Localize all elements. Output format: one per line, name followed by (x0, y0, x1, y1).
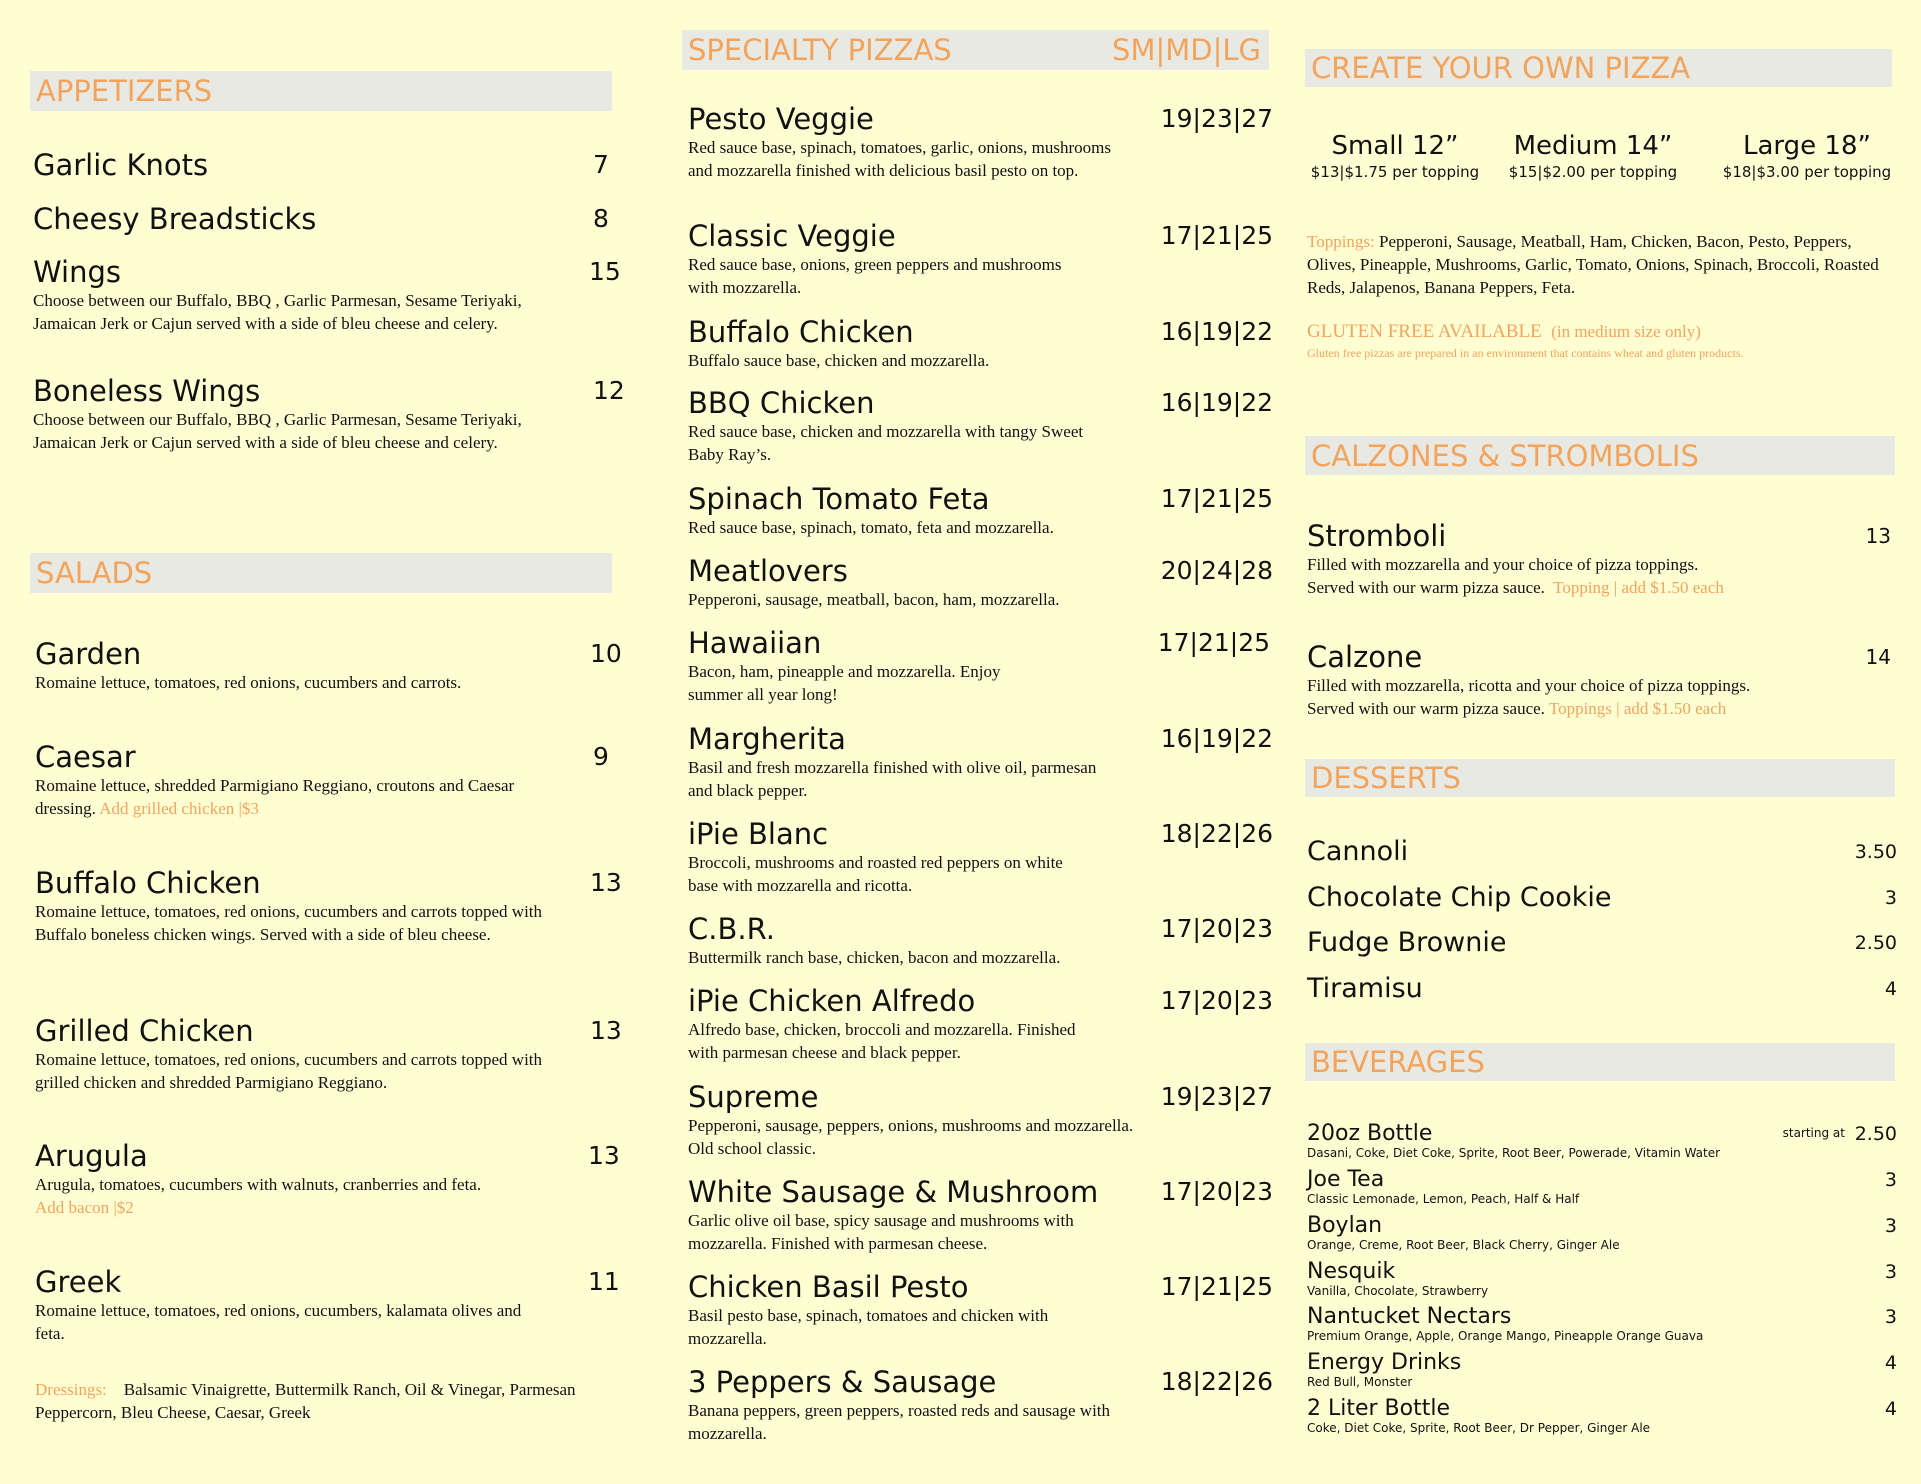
pizzas-header (682, 30, 1269, 70)
pizza-price: 19|23|27 (1160, 104, 1273, 133)
appetizer-item (33, 255, 623, 335)
beverage-name: Nesquik (1307, 1259, 1396, 1284)
pizza-name: iPie Blanc (688, 817, 829, 851)
dessert-item (1307, 972, 1897, 1006)
salad-name: Caesar (35, 740, 136, 774)
desserts-header (1305, 759, 1895, 797)
pizza-price: 17|21|25 (1157, 628, 1270, 657)
beverage-name: 2 Liter Bottle (1307, 1396, 1451, 1421)
salad-item (35, 866, 625, 946)
beverage-price: 3 (1884, 1215, 1897, 1237)
salad-item (35, 1265, 625, 1345)
pizza-name: C.B.R. (688, 912, 775, 946)
pizza-name: 3 Peppers & Sausage (688, 1365, 997, 1399)
pizzas-title: SPECIALTY PIZZAS (688, 33, 952, 67)
dessert-price: 2.50 (1854, 932, 1897, 954)
salad-name: Grilled Chicken (35, 1014, 254, 1048)
salad-price: 13 (588, 1141, 620, 1170)
dressings-list: Balsamic Vinaigrette, Buttermilk Ranch, Oil & Vinegar, Parmesan Peppercorn, Bleu Cheese, Caesar, Greek (35, 1380, 576, 1422)
salads-title: SALADS (36, 556, 153, 590)
cyo-size-price: $15|$2.00 per topping (1508, 163, 1678, 181)
cyo-size-label: Medium 14” (1513, 131, 1673, 161)
pizza-price: 17|21|25 (1160, 221, 1273, 250)
appetizer-name: Cheesy Breadsticks (33, 202, 317, 236)
calzone-addon: Toppings | add $1.50 each (1548, 699, 1727, 718)
calzone-desc-2: Served with our warm pizza sauce. (1307, 578, 1545, 597)
beverage-name: 20oz Bottle (1307, 1121, 1433, 1146)
pizza-desc: Pepperoni, sausage, peppers, onions, mushrooms and mozzarella. Old school classic. (688, 1116, 1134, 1158)
appetizer-item (33, 148, 623, 182)
calzone-desc: Filled with mozzarella and your choice of pizza toppings. (1307, 555, 1699, 574)
appetizer-desc: Choose between our Buffalo, BBQ , Garlic Parmesan, Sesame Teriyaki, Jamaican Jerk or Cajun served with a side of bleu cheese and celery. (33, 291, 522, 333)
pizza-name: BBQ Chicken (688, 386, 875, 420)
dessert-price: 3.50 (1854, 841, 1897, 863)
beverage-desc: Dasani, Coke, Diet Coke, Sprite, Root Beer, Powerade, Vitamin Water (1307, 1146, 1721, 1160)
calzone-item (1307, 640, 1891, 720)
pizza-item (688, 482, 1273, 539)
pizza-item (688, 219, 1273, 299)
pizza-desc: Pepperoni, sausage, meatball, bacon, ham, mozzarella. (688, 590, 1060, 609)
beverage-item (1307, 1260, 1897, 1298)
dessert-name: Chocolate Chip Cookie (1307, 882, 1612, 913)
dessert-item (1307, 881, 1897, 915)
pizza-desc: Garlic olive oil base, spicy sausage and mushrooms with mozzarella. Finished with parmesan cheese. (688, 1211, 1074, 1253)
gf-disclaimer: Gluten free pizzas are prepared in an environment that contains wheat and gluten products. (1307, 346, 1744, 360)
pizza-item (688, 1080, 1273, 1160)
toppings-label: Toppings: (1307, 232, 1375, 251)
pizza-name: Pesto Veggie (688, 102, 874, 136)
pizza-price: 17|20|23 (1160, 914, 1273, 943)
salad-name: Buffalo Chicken (35, 866, 261, 900)
salad-name: Garden (35, 637, 142, 671)
appetizer-name: Wings (33, 255, 121, 289)
pizza-item (688, 1175, 1273, 1255)
pizza-desc: Bacon, ham, pineapple and mozzarella. Enjoy summer all year long! (688, 662, 1001, 704)
pizza-name: Meatlovers (688, 554, 848, 588)
salad-price: 9 (593, 742, 609, 771)
appetizer-price: 8 (593, 204, 609, 233)
dressings-label: Dressings: (35, 1380, 107, 1399)
calzone-item (1307, 519, 1891, 599)
dessert-item (1307, 926, 1897, 960)
pizza-item (688, 722, 1273, 802)
calzones-header (1305, 436, 1895, 475)
beverage-desc: Orange, Creme, Root Beer, Black Cherry, Ginger Ale (1307, 1238, 1620, 1252)
salad-desc: Romaine lettuce, shredded Parmigiano Reggiano, croutons and Caesar dressing. (35, 776, 515, 818)
dressings (35, 1378, 605, 1424)
gf-title: GLUTEN FREE AVAILABLE (1307, 321, 1542, 342)
pizza-item (688, 102, 1273, 182)
appetizer-price: 7 (593, 150, 609, 179)
pizza-item (688, 315, 1273, 372)
beverage-desc: Classic Lemonade, Lemon, Peach, Half & Half (1307, 1192, 1580, 1206)
beverage-price: 4 (1884, 1398, 1897, 1420)
pizza-desc: Basil and fresh mozzarella finished with olive oil, parmesan and black pepper. (688, 758, 1097, 800)
pizza-desc: Buffalo sauce base, chicken and mozzarella. (688, 351, 990, 370)
pizza-price: 17|21|25 (1160, 1272, 1273, 1301)
beverage-item (1307, 1397, 1897, 1435)
pizza-price: 16|19|22 (1160, 317, 1273, 346)
pizza-price: 17|20|23 (1160, 986, 1273, 1015)
dessert-name: Fudge Brownie (1307, 927, 1507, 958)
beverage-desc: Red Bull, Monster (1307, 1375, 1413, 1389)
pizza-name: Chicken Basil Pesto (688, 1270, 969, 1304)
pizza-price: 17|21|25 (1160, 484, 1273, 513)
salad-addon: Add bacon |$2 (35, 1198, 134, 1217)
salad-item (35, 1139, 625, 1219)
salad-price: 13 (590, 868, 622, 897)
beverage-price: 2.50 (1854, 1123, 1897, 1145)
beverage-desc: Premium Orange, Apple, Orange Mango, Pineapple Orange Guava (1307, 1329, 1704, 1343)
calzone-desc-2: Served with our warm pizza sauce. (1307, 699, 1545, 718)
pizza-item (688, 626, 1273, 706)
pizza-name: iPie Chicken Alfredo (688, 984, 976, 1018)
pizza-price: 16|19|22 (1160, 724, 1273, 753)
pizzas-sizes: SM|MD|LG (1112, 33, 1261, 67)
salad-price: 10 (590, 639, 622, 668)
beverage-item (1307, 1168, 1897, 1206)
salad-desc: Romaine lettuce, tomatoes, red onions, cucumbers and carrots topped with grilled chicken and shredded Parmigiano Reggiano. (35, 1050, 543, 1092)
pizza-price: 19|23|27 (1160, 1082, 1273, 1111)
beverage-desc: Vanilla, Chocolate, Strawberry (1307, 1284, 1489, 1298)
toppings-list: Pepperoni, Sausage, Meatball, Ham, Chicken, Bacon, Pesto, Peppers, Olives, Pineapple, Mushrooms, Garlic, Tomato, Onions, Spinach, Broccoli, Roasted Reds, Jalapenos, Banana Peppers, Feta. (1307, 232, 1879, 297)
pizza-item (688, 1270, 1273, 1350)
appetizer-desc: Choose between our Buffalo, BBQ , Garlic Parmesan, Sesame Teriyaki, Jamaican Jerk or Cajun served with a side of bleu cheese and celery. (33, 410, 522, 452)
salad-desc: Romaine lettuce, tomatoes, red onions, cucumbers and carrots. (35, 673, 462, 692)
appetizer-item (33, 202, 623, 236)
pizza-item (688, 554, 1273, 611)
appetizer-name: Boneless Wings (33, 374, 261, 408)
salads-header (30, 553, 612, 593)
gluten-free (1307, 320, 1897, 362)
pizza-name: Supreme (688, 1080, 819, 1114)
salad-addon: Add grilled chicken |$3 (99, 799, 259, 818)
pizza-name: Spinach Tomato Feta (688, 482, 990, 516)
beverage-item (1307, 1214, 1897, 1252)
pizza-item (688, 386, 1273, 466)
cyo-size-small (1300, 130, 1490, 182)
pizza-price: 18|22|26 (1160, 819, 1273, 848)
calzone-name: Stromboli (1307, 519, 1447, 553)
starting-at-label: starting at (1782, 1126, 1845, 1140)
calzone-name: Calzone (1307, 640, 1423, 674)
appetizer-price: 15 (589, 257, 621, 286)
pizza-item (688, 912, 1273, 969)
appetizer-item (33, 374, 623, 454)
calzone-addon: Topping | add $1.50 each (1553, 578, 1724, 597)
cyo-size-medium (1498, 130, 1688, 182)
pizza-price: 16|19|22 (1160, 388, 1273, 417)
appetizers-header (30, 71, 612, 111)
dessert-price: 4 (1884, 978, 1897, 1000)
salad-item (35, 740, 625, 820)
appetizer-name: Garlic Knots (33, 148, 209, 182)
appetizer-price: 12 (593, 376, 625, 405)
cyo-title: CREATE YOUR OWN PIZZA (1311, 51, 1691, 85)
pizza-item (688, 984, 1273, 1064)
cyo-size-large (1712, 130, 1902, 182)
salad-item (35, 1014, 625, 1094)
pizza-desc: Red sauce base, spinach, tomatoes, garlic, onions, mushrooms and mozzarella finished with delicious basil pesto on top. (688, 138, 1112, 180)
pizza-name: Hawaiian (688, 626, 822, 660)
cyo-size-price: $13|$1.75 per topping (1310, 163, 1480, 181)
pizza-name: Classic Veggie (688, 219, 896, 253)
beverage-name: Joe Tea (1307, 1167, 1385, 1192)
pizza-name: Margherita (688, 722, 846, 756)
beverage-item (1307, 1305, 1897, 1343)
cyo-size-price: $18|$3.00 per topping (1722, 163, 1892, 181)
pizza-name: Buffalo Chicken (688, 315, 914, 349)
pizza-desc: Basil pesto base, spinach, tomatoes and chicken with mozzarella. (688, 1306, 1049, 1348)
beverage-item (1307, 1122, 1897, 1160)
appetizers-title: APPETIZERS (36, 74, 213, 108)
pizza-desc: Broccoli, mushrooms and roasted red peppers on white base with mozzarella and ricotta. (688, 853, 1063, 895)
pizza-desc: Buttermilk ranch base, chicken, bacon and mozzarella. (688, 948, 1061, 967)
salad-item (35, 637, 625, 694)
salad-price: 11 (588, 1267, 620, 1296)
pizza-name: White Sausage & Mushroom (688, 1175, 1099, 1209)
pizza-desc: Red sauce base, onions, green peppers and mushrooms with mozzarella. (688, 255, 1062, 297)
cyo-header (1305, 49, 1892, 87)
beverage-item (1307, 1351, 1897, 1389)
calzone-desc: Filled with mozzarella, ricotta and your choice of pizza toppings. (1307, 676, 1751, 695)
calzone-price: 13 (1865, 524, 1891, 548)
dessert-item (1307, 835, 1897, 869)
beverage-name: Nantucket Nectars (1307, 1304, 1512, 1329)
salad-desc: Romaine lettuce, tomatoes, red onions, cucumbers, kalamata olives and feta. (35, 1301, 522, 1343)
beverages-header (1305, 1043, 1895, 1081)
salad-desc: Arugula, tomatoes, cucumbers with walnuts, cranberries and feta. (35, 1175, 482, 1194)
pizza-desc: Red sauce base, chicken and mozzarella with tangy Sweet Baby Ray’s. (688, 422, 1084, 464)
gf-note: (in medium size only) (1551, 322, 1701, 341)
pizza-desc: Banana peppers, green peppers, roasted reds and sausage with mozzarella. (688, 1401, 1111, 1443)
beverage-price: 3 (1884, 1306, 1897, 1328)
calzones-title: CALZONES & STROMBOLIS (1311, 438, 1699, 473)
dessert-name: Cannoli (1307, 836, 1409, 867)
beverage-price: 4 (1884, 1352, 1897, 1374)
pizza-price: 17|20|23 (1160, 1177, 1273, 1206)
beverage-price: 3 (1884, 1169, 1897, 1191)
salad-name: Arugula (35, 1139, 148, 1173)
cyo-toppings (1307, 230, 1897, 299)
pizza-item (688, 1365, 1273, 1445)
salad-name: Greek (35, 1265, 122, 1299)
dessert-name: Tiramisu (1307, 973, 1423, 1004)
beverage-name: Energy Drinks (1307, 1350, 1462, 1375)
pizza-desc: Red sauce base, spinach, tomato, feta and mozzarella. (688, 518, 1054, 537)
salad-price: 13 (590, 1016, 622, 1045)
calzone-price: 14 (1865, 645, 1891, 669)
desserts-title: DESSERTS (1311, 761, 1461, 795)
salad-desc: Romaine lettuce, tomatoes, red onions, cucumbers and carrots topped with Buffalo boneless chicken wings. Served with a side of bleu cheese. (35, 902, 543, 944)
pizza-price: 18|22|26 (1160, 1367, 1273, 1396)
beverage-desc: Coke, Diet Coke, Sprite, Root Beer, Dr Pepper, Ginger Ale (1307, 1421, 1651, 1435)
pizza-price: 20|24|28 (1160, 556, 1273, 585)
pizza-desc: Alfredo base, chicken, broccoli and mozzarella. Finished with parmesan cheese and black pepper. (688, 1020, 1076, 1062)
beverage-name: Boylan (1307, 1213, 1383, 1238)
dessert-price: 3 (1884, 887, 1897, 909)
cyo-size-label: Large 18” (1743, 131, 1871, 161)
pizza-item (688, 817, 1273, 897)
beverage-price: 3 (1884, 1261, 1897, 1283)
beverages-title: BEVERAGES (1311, 1045, 1485, 1079)
cyo-size-label: Small 12” (1331, 131, 1459, 161)
